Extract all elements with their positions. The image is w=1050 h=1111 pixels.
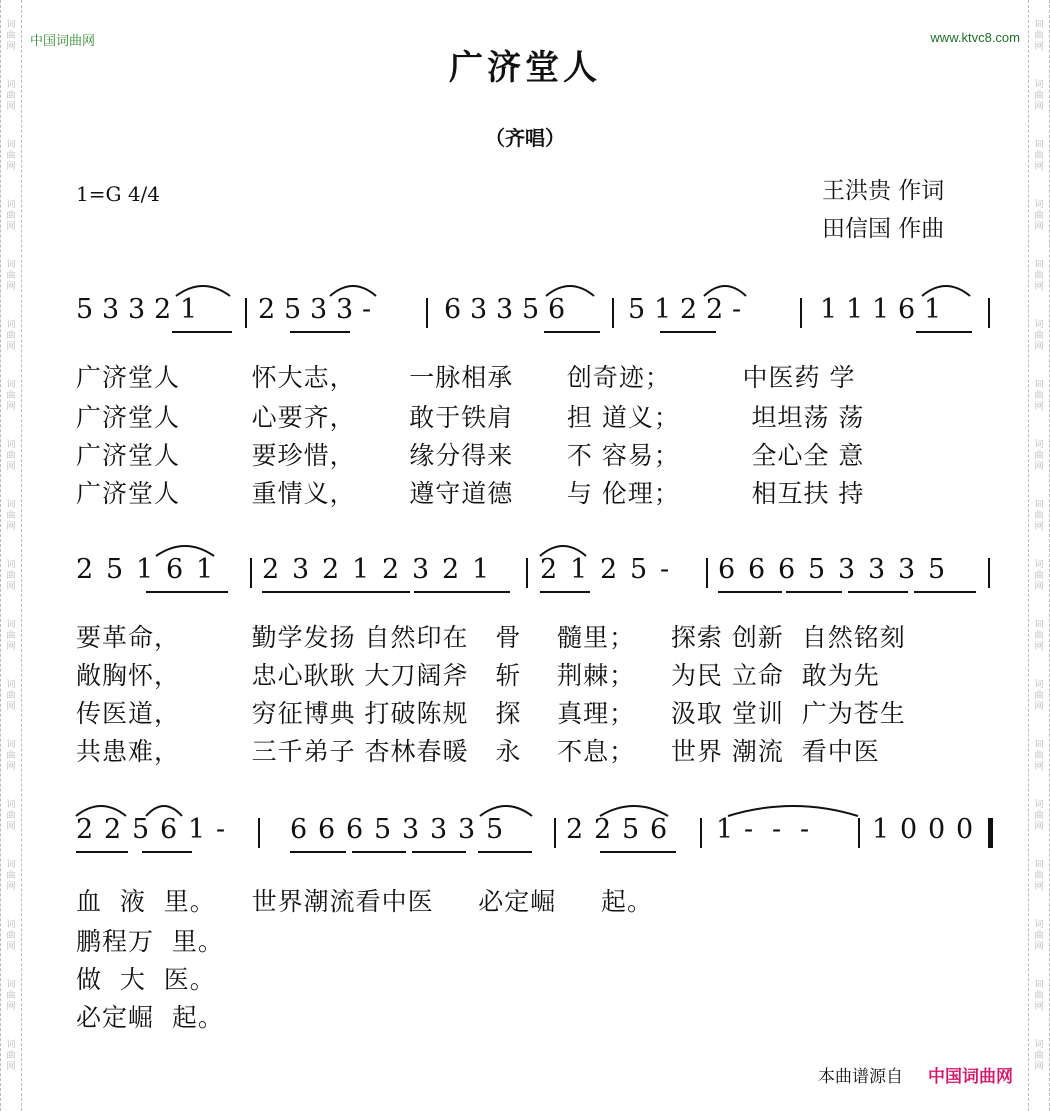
note: 1 bbox=[136, 554, 155, 585]
note: 6 bbox=[346, 814, 365, 845]
notation-row-1 bbox=[0, 292, 1050, 352]
lyric-line: 鹏程万 里。 bbox=[76, 927, 224, 956]
note: 2 bbox=[258, 294, 277, 325]
note: 5 bbox=[628, 294, 647, 325]
lyricist-credit: 王洪贵 作词 bbox=[822, 178, 945, 204]
slur bbox=[156, 546, 214, 556]
lyric-line: 广济堂人 怀大志， 一脉相承 创奇迹； 中医药 学 bbox=[76, 363, 856, 392]
watermark-text: 词 曲 网 bbox=[1034, 980, 1044, 1012]
note: 3 bbox=[458, 814, 477, 845]
note: 2 bbox=[540, 554, 559, 585]
watermark-text: 词 曲 网 bbox=[6, 20, 16, 52]
note: 3 bbox=[292, 554, 311, 585]
slur bbox=[146, 806, 182, 816]
note: 3 bbox=[128, 294, 147, 325]
slur bbox=[176, 286, 230, 296]
watermark-text: 词 曲 网 bbox=[1034, 680, 1044, 712]
lyric-line: 血 液 里。 世界潮流看中医 必定崛 起。 bbox=[76, 887, 654, 916]
note: 5 bbox=[76, 294, 95, 325]
watermark-text: 词 曲 网 bbox=[6, 560, 16, 592]
watermark-text: 词 曲 网 bbox=[1034, 320, 1044, 352]
watermark-text: 词 曲 网 bbox=[6, 1040, 16, 1072]
notation-row-3 bbox=[0, 812, 1050, 872]
note: 3 bbox=[102, 294, 121, 325]
note: 1 bbox=[820, 294, 839, 325]
song-title: 广济堂人 bbox=[449, 48, 601, 88]
lyric-line: 要革命， 勤学发扬 自然印在 骨 髓里； 探索 创新 自然铭刻 bbox=[76, 623, 906, 652]
slur-and-beam-layer bbox=[0, 292, 1050, 352]
watermark-text: 词 曲 网 bbox=[6, 200, 16, 232]
note: 3 bbox=[838, 554, 857, 585]
note: 6 bbox=[160, 814, 179, 845]
watermark-text: 词 曲 网 bbox=[1034, 260, 1044, 292]
watermark-text: 词 曲 网 bbox=[1034, 560, 1044, 592]
note: 6 bbox=[290, 814, 309, 845]
note: 5 bbox=[486, 814, 505, 845]
note: 6 bbox=[748, 554, 767, 585]
note: 2 bbox=[104, 814, 123, 845]
song-subtitle: （齐唱） bbox=[485, 126, 565, 150]
watermark-text: 词 曲 网 bbox=[1034, 500, 1044, 532]
note: - bbox=[362, 294, 373, 325]
watermark-text: 词 曲 网 bbox=[1034, 200, 1044, 232]
lyric-line: 共患难， 三千弟子 杏林春暖 永 不息； 世界 潮流 看中医 bbox=[76, 737, 880, 766]
note: 6 bbox=[548, 294, 567, 325]
note: 2 bbox=[262, 554, 281, 585]
note: 3 bbox=[898, 554, 917, 585]
slur bbox=[330, 286, 376, 296]
site-url-right[interactable]: www.ktvc8.com bbox=[930, 30, 1020, 45]
watermark-text: 词 曲 网 bbox=[1034, 800, 1044, 832]
slur bbox=[540, 546, 586, 556]
note: 2 bbox=[76, 554, 95, 585]
note: - bbox=[772, 814, 783, 845]
watermark-text: 词 曲 网 bbox=[1034, 860, 1044, 892]
note: 2 bbox=[594, 814, 613, 845]
key-signature: 1=G 4/4 bbox=[76, 182, 161, 206]
note: - bbox=[800, 814, 811, 845]
source-site-link[interactable]: 中国词曲网 bbox=[928, 1067, 1013, 1087]
note: 1 bbox=[472, 554, 491, 585]
lyric-line: 传医道， 穷征博典 打破陈规 探 真理； 汲取 堂训 广为苍生 bbox=[76, 699, 906, 728]
note: - bbox=[660, 554, 671, 585]
watermark-text: 词 曲 网 bbox=[6, 260, 16, 292]
note: 5 bbox=[622, 814, 641, 845]
lyric-line: 做 大 医。 bbox=[76, 965, 216, 994]
watermark-text: 词 曲 网 bbox=[6, 140, 16, 172]
watermark-text: 词 曲 网 bbox=[6, 800, 16, 832]
site-name-left[interactable]: 中国词曲网 bbox=[30, 34, 96, 49]
composer-credit: 田信国 作曲 bbox=[822, 216, 945, 242]
note: 3 bbox=[868, 554, 887, 585]
note: 5 bbox=[522, 294, 541, 325]
note: 2 bbox=[706, 294, 725, 325]
note: - bbox=[744, 814, 755, 845]
note: 3 bbox=[336, 294, 355, 325]
note: 1 bbox=[196, 554, 215, 585]
watermark-text: 词 曲 网 bbox=[1034, 440, 1044, 472]
lyric-line: 广济堂人 要珍惜， 缘分得来 不 容易； 全心全 意 bbox=[76, 441, 865, 470]
watermark-text: 词 曲 网 bbox=[6, 680, 16, 712]
note: 5 bbox=[928, 554, 947, 585]
note: 6 bbox=[318, 814, 337, 845]
note: 6 bbox=[444, 294, 463, 325]
note: 3 bbox=[310, 294, 329, 325]
note: 1 bbox=[872, 294, 891, 325]
watermark-text: 词 曲 网 bbox=[6, 320, 16, 352]
note: 3 bbox=[412, 554, 431, 585]
lyric-line: 广济堂人 重情义， 遵守道德 与 伦理； 相互扶 持 bbox=[76, 479, 865, 508]
note: 2 bbox=[154, 294, 173, 325]
note: 1 bbox=[180, 294, 199, 325]
note: 5 bbox=[630, 554, 649, 585]
note: 1 bbox=[352, 554, 371, 585]
watermark-text: 词 曲 网 bbox=[6, 920, 16, 952]
watermark-text: 词 曲 网 bbox=[6, 80, 16, 112]
watermark-text: 词 曲 网 bbox=[1034, 740, 1044, 772]
slur bbox=[76, 806, 126, 816]
note: 6 bbox=[166, 554, 185, 585]
watermark-text: 词 曲 网 bbox=[6, 980, 16, 1012]
slur bbox=[704, 286, 746, 296]
note: 1 bbox=[570, 554, 589, 585]
source-label: 本曲谱源自 bbox=[818, 1067, 903, 1087]
notation-row-2 bbox=[0, 552, 1050, 612]
note: 2 bbox=[382, 554, 401, 585]
note: 6 bbox=[650, 814, 669, 845]
slur bbox=[546, 286, 594, 296]
watermark-text: 词 曲 网 bbox=[1034, 1040, 1044, 1072]
note: 5 bbox=[284, 294, 303, 325]
note: 1 bbox=[924, 294, 943, 325]
note: 2 bbox=[680, 294, 699, 325]
note: 1 bbox=[846, 294, 865, 325]
note: 2 bbox=[442, 554, 461, 585]
note: 3 bbox=[430, 814, 449, 845]
watermark-text: 词 曲 网 bbox=[6, 440, 16, 472]
lyric-line: 必定崛 起。 bbox=[76, 1003, 224, 1032]
watermark-text: 词 曲 网 bbox=[6, 380, 16, 412]
note: 1 bbox=[716, 814, 735, 845]
watermark-text: 词 曲 网 bbox=[1034, 920, 1044, 952]
note: 6 bbox=[898, 294, 917, 325]
watermark-text: 词 曲 网 bbox=[1034, 20, 1044, 52]
note: 0 bbox=[956, 814, 975, 845]
note: 6 bbox=[718, 554, 737, 585]
slur bbox=[600, 806, 668, 816]
note: 5 bbox=[808, 554, 827, 585]
note: 2 bbox=[76, 814, 95, 845]
note: 1 bbox=[188, 814, 207, 845]
note: 2 bbox=[566, 814, 585, 845]
note: 3 bbox=[402, 814, 421, 845]
note: 5 bbox=[132, 814, 151, 845]
slur bbox=[728, 806, 858, 816]
note: 0 bbox=[900, 814, 919, 845]
note: 3 bbox=[496, 294, 515, 325]
note: 5 bbox=[106, 554, 125, 585]
note: 6 bbox=[778, 554, 797, 585]
note: 1 bbox=[872, 814, 891, 845]
lyric-line: 敞胸怀， 忠心耿耿 大刀阔斧 斩 荆棘； 为民 立命 敢为先 bbox=[76, 661, 880, 690]
watermark-text: 词 曲 网 bbox=[1034, 140, 1044, 172]
note: - bbox=[732, 294, 743, 325]
watermark-text: 词 曲 网 bbox=[1034, 380, 1044, 412]
note: 2 bbox=[600, 554, 619, 585]
slur bbox=[480, 806, 532, 816]
note: 0 bbox=[928, 814, 947, 845]
watermark-text: 词 曲 网 bbox=[6, 740, 16, 772]
slur-and-beam-layer bbox=[0, 812, 1050, 872]
watermark-text: 词 曲 网 bbox=[6, 620, 16, 652]
slur bbox=[922, 286, 970, 296]
watermark-text: 词 曲 网 bbox=[6, 860, 16, 892]
note: 5 bbox=[374, 814, 393, 845]
watermark-text: 词 曲 网 bbox=[6, 500, 16, 532]
watermark-text: 词 曲 网 bbox=[1034, 620, 1044, 652]
lyric-line: 广济堂人 心要齐， 敢于铁肩 担 道义； 坦坦荡 荡 bbox=[76, 403, 865, 432]
note: 3 bbox=[470, 294, 489, 325]
slur-and-beam-layer bbox=[0, 552, 1050, 612]
watermark-text: 词 曲 网 bbox=[1034, 80, 1044, 112]
note: 1 bbox=[654, 294, 673, 325]
note: 2 bbox=[322, 554, 341, 585]
note: - bbox=[216, 814, 227, 845]
